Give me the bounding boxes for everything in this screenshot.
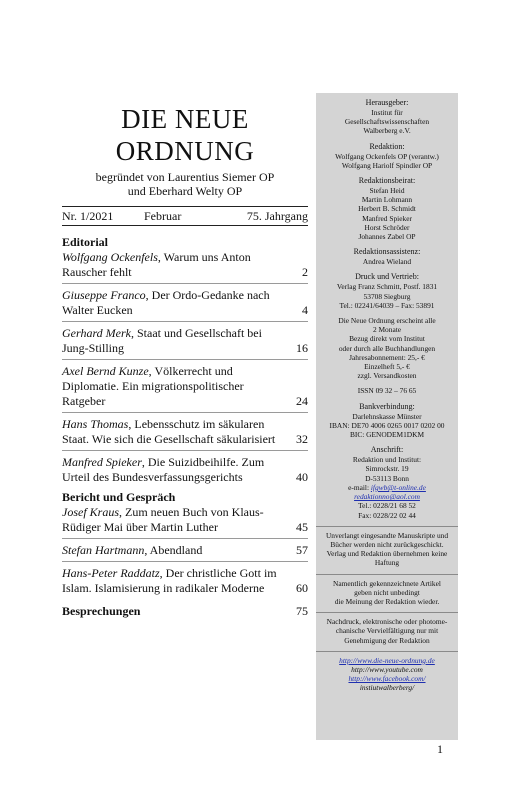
entry-text <box>62 455 284 485</box>
divider <box>62 321 308 322</box>
facebook-handle: instiutwalberberg/ <box>359 683 415 693</box>
entry-author: Hans-Peter Raddatz <box>62 566 160 580</box>
print-block <box>318 272 456 310</box>
entry-text <box>62 417 284 447</box>
links-block <box>318 656 456 693</box>
entry-author: Gerhard Merk <box>62 326 131 340</box>
entry-page: 57 <box>296 543 308 557</box>
entry-title: , Völkerrecht und Diplomatie. Ein migrationspolitischer Ratgeber <box>62 364 244 408</box>
notice-block <box>318 531 456 568</box>
address-block-line: Simrockstr. 19 <box>365 464 409 474</box>
notice-line: geben nicht unbedingt <box>354 587 420 597</box>
notice-block <box>318 579 456 607</box>
subscription-block-line: oder durch alle Buchhandlungen <box>338 343 436 353</box>
masthead-sidebar <box>316 93 458 740</box>
entry-text <box>62 250 284 280</box>
board-block-heading: Redaktionsbeirat: <box>358 176 416 186</box>
editors-block-heading: Redaktion: <box>369 141 405 151</box>
subscription-block-line: 2 Monate <box>372 325 402 335</box>
subscription-block-line: Einzelheft 5,- € <box>364 362 410 372</box>
email-link[interactable]: redaktionno@aol.com <box>354 492 420 502</box>
entry-page: 16 <box>296 341 308 355</box>
entry-page: 4 <box>302 303 308 317</box>
entry-title: , Abendland <box>144 543 203 557</box>
divider <box>62 283 308 284</box>
publisher-block-line: Walberberg e.V. <box>363 126 411 136</box>
toc-entry <box>62 455 308 485</box>
table-of-contents <box>62 230 308 619</box>
bank-block-heading: Bankverbindung: <box>359 401 415 411</box>
phone: Tel.: 0228/21 68 52 <box>358 501 416 511</box>
divider <box>316 574 458 575</box>
entry-author: Axel Bernd Kunze <box>62 364 149 378</box>
section-heading: Bericht und Gespräch <box>62 490 176 504</box>
founders-line: und Eberhard Welty OP <box>127 184 243 198</box>
entry-author: Wolfgang Ockenfels <box>62 250 158 264</box>
address-block-line: D-53113 Bonn <box>365 473 409 483</box>
entry-page: 75 <box>296 604 308 618</box>
editors-block-line: Wolfgang Hariolf Spindler OP <box>341 160 433 170</box>
notice-line: Verlag und Redaktion übernehmen keine <box>326 549 448 559</box>
youtube-link[interactable]: http://www.youtube.com <box>351 664 423 674</box>
subscription-block-line: Die Neue Ordnung erscheint alle <box>338 316 436 326</box>
toc-entry <box>62 288 308 318</box>
entry-page: 24 <box>296 394 308 408</box>
notice-line: chanische Vervielfältigung nur mit <box>335 626 439 636</box>
subscription-block <box>318 316 456 380</box>
toc-entry <box>62 417 308 447</box>
board-block-line: Martin Lohmann <box>361 195 413 205</box>
issn: ISSN 09 32 – 76 65 <box>357 386 417 396</box>
section-heading: Editorial <box>62 235 109 249</box>
entry-title: , Warum uns Anton Rauscher fehlt <box>62 250 251 279</box>
print-block-line: Verlag Franz Schmitt, Postf. 1831 <box>336 282 438 292</box>
board-block-line: Manfred Spieker <box>362 213 412 223</box>
publisher-block <box>318 98 456 136</box>
editors-block-line: Wolfgang Ockenfels OP (verantw.) <box>335 151 439 161</box>
divider <box>62 450 308 451</box>
toc-entry <box>62 505 308 535</box>
print-block-heading: Druck und Vertrieb: <box>355 272 419 282</box>
board-block-line: Johannes Zabel OP <box>358 232 416 242</box>
toc-entry <box>62 250 308 280</box>
publisher-block-line: Gesellschaftswissenschaften <box>344 117 430 127</box>
divider <box>62 561 308 562</box>
notice-block <box>318 617 456 645</box>
entry-author: Hans Thomas <box>62 417 129 431</box>
divider <box>62 538 308 539</box>
assistant-block-line: Andrea Wieland <box>362 257 412 267</box>
entry-text <box>62 543 284 558</box>
entry-author: Manfred Spieker <box>62 455 142 469</box>
notice-line: Unverlangt eingesandte Manuskripte und <box>325 530 449 540</box>
entry-page: 32 <box>296 432 308 446</box>
issue-number: Nr. 1/2021 <box>62 209 114 223</box>
journal-title: DIE NEUE <box>121 104 249 134</box>
founders-line: begründet von Laurentius Siemer OP <box>95 170 275 184</box>
notice-line: Bücher werden nicht zurückgeschickt. <box>330 539 444 549</box>
address-block-heading: Anschrift: <box>370 445 404 455</box>
print-block-line: Tel.: 02241/64039 – Fax: 53891 <box>339 300 435 310</box>
toc-entry <box>62 566 308 596</box>
divider <box>316 651 458 652</box>
notice-line: Genehmigung der Redaktion <box>344 635 430 645</box>
publisher-block-line: Institut für <box>371 108 403 117</box>
assistant-block-heading: Redaktionsassistenz: <box>353 247 421 257</box>
entry-text <box>62 566 284 596</box>
email-line <box>318 483 456 492</box>
divider <box>62 359 308 360</box>
print-block-line: 53708 Siegburg <box>363 291 411 301</box>
board-block-line: Stefan Heid <box>369 186 405 196</box>
issue-volume: 75. Jahrgang <box>246 209 308 223</box>
entry-author: Giuseppe Franco <box>62 288 146 302</box>
journal-title: ORDNUNG <box>115 136 255 166</box>
entry-author: Josef Kraus <box>62 505 119 519</box>
divider <box>62 412 308 413</box>
entry-title: , Der christliche Gott im Islam. Islamisierung in radikaler Moderne <box>62 566 277 595</box>
toc-entry <box>62 364 308 409</box>
issue-line <box>62 206 308 226</box>
subscription-block-line: zzgl. Versandkosten <box>357 371 417 381</box>
page-number: 1 <box>437 742 443 756</box>
divider <box>316 526 458 527</box>
notice-line: die Meinung der Redaktion wieder. <box>334 596 440 606</box>
board-block-line: Herbert B. Schmidt <box>358 204 416 214</box>
notice-line: Haftung <box>374 558 400 568</box>
entry-text <box>62 326 284 356</box>
divider <box>316 612 458 613</box>
bank-block-line: BIC: GENODEM1DKM <box>349 430 425 440</box>
board-block <box>318 176 456 241</box>
entry-title: , Zum neuen Buch von Klaus-Rüdiger Mai über Martin Luther <box>62 505 264 534</box>
subscription-block-line: Jahresabonnement: 25,- € <box>349 352 425 362</box>
section-heading: Besprechungen <box>62 604 141 618</box>
website-link[interactable]: http://www.die-neue-ordnung.de <box>339 655 435 665</box>
notice-line: Nachdruck, elektronische oder photome- <box>326 617 448 627</box>
notice-line: Namentlich gekennzeichnete Artikel <box>333 578 441 588</box>
entry-title: , Die Suizidbeihilfe. Zum Urteil des Bundesverfassungsgerichts <box>62 455 265 484</box>
entry-page: 45 <box>296 520 308 534</box>
board-block-line: Horst Schröder <box>364 222 410 232</box>
bank-block-line: IBAN: DE70 4006 0265 0017 0202 00 <box>329 420 445 430</box>
publisher-block-heading: Herausgeber: <box>365 98 409 107</box>
entry-text <box>62 288 284 318</box>
entry-title: , Staat und Gesellschaft bei Jung-Stilling <box>62 326 262 355</box>
entry-page: 2 <box>302 265 308 279</box>
entry-title: , Lebensschutz im säkularen Staat. Wie sich die Gesellschaft säkularisiert <box>62 417 276 446</box>
bank-block <box>318 402 456 440</box>
reviews-entry <box>62 604 308 619</box>
subscription-block-line: Bezug direkt vom Institut <box>349 334 425 344</box>
address-block-line: Redaktion und Institut: <box>352 455 422 465</box>
email-link[interactable]: ifgwb@t-online.de <box>370 482 426 492</box>
bank-block-line: Darlehnskasse Münster <box>352 411 422 421</box>
address-block <box>318 445 456 519</box>
editors-block <box>318 142 456 170</box>
entry-page: 40 <box>296 470 308 484</box>
fax: Fax: 0228/22 02 44 <box>358 510 416 520</box>
issue-month: Februar <box>144 209 182 223</box>
facebook-link[interactable]: http://www.facebook.com/ <box>348 674 426 684</box>
issn-block <box>318 386 456 395</box>
entry-text <box>62 505 284 535</box>
toc-entry <box>62 543 308 558</box>
entry-text <box>62 364 284 409</box>
entry-page: 60 <box>296 581 308 595</box>
email-label: e-mail: <box>348 482 371 492</box>
entry-author: Stefan Hartmann <box>62 543 145 557</box>
toc-entry <box>62 326 308 356</box>
assistant-block <box>318 247 456 266</box>
entry-title: , Der Ordo-Gedanke nach Walter Eucken <box>62 288 270 317</box>
